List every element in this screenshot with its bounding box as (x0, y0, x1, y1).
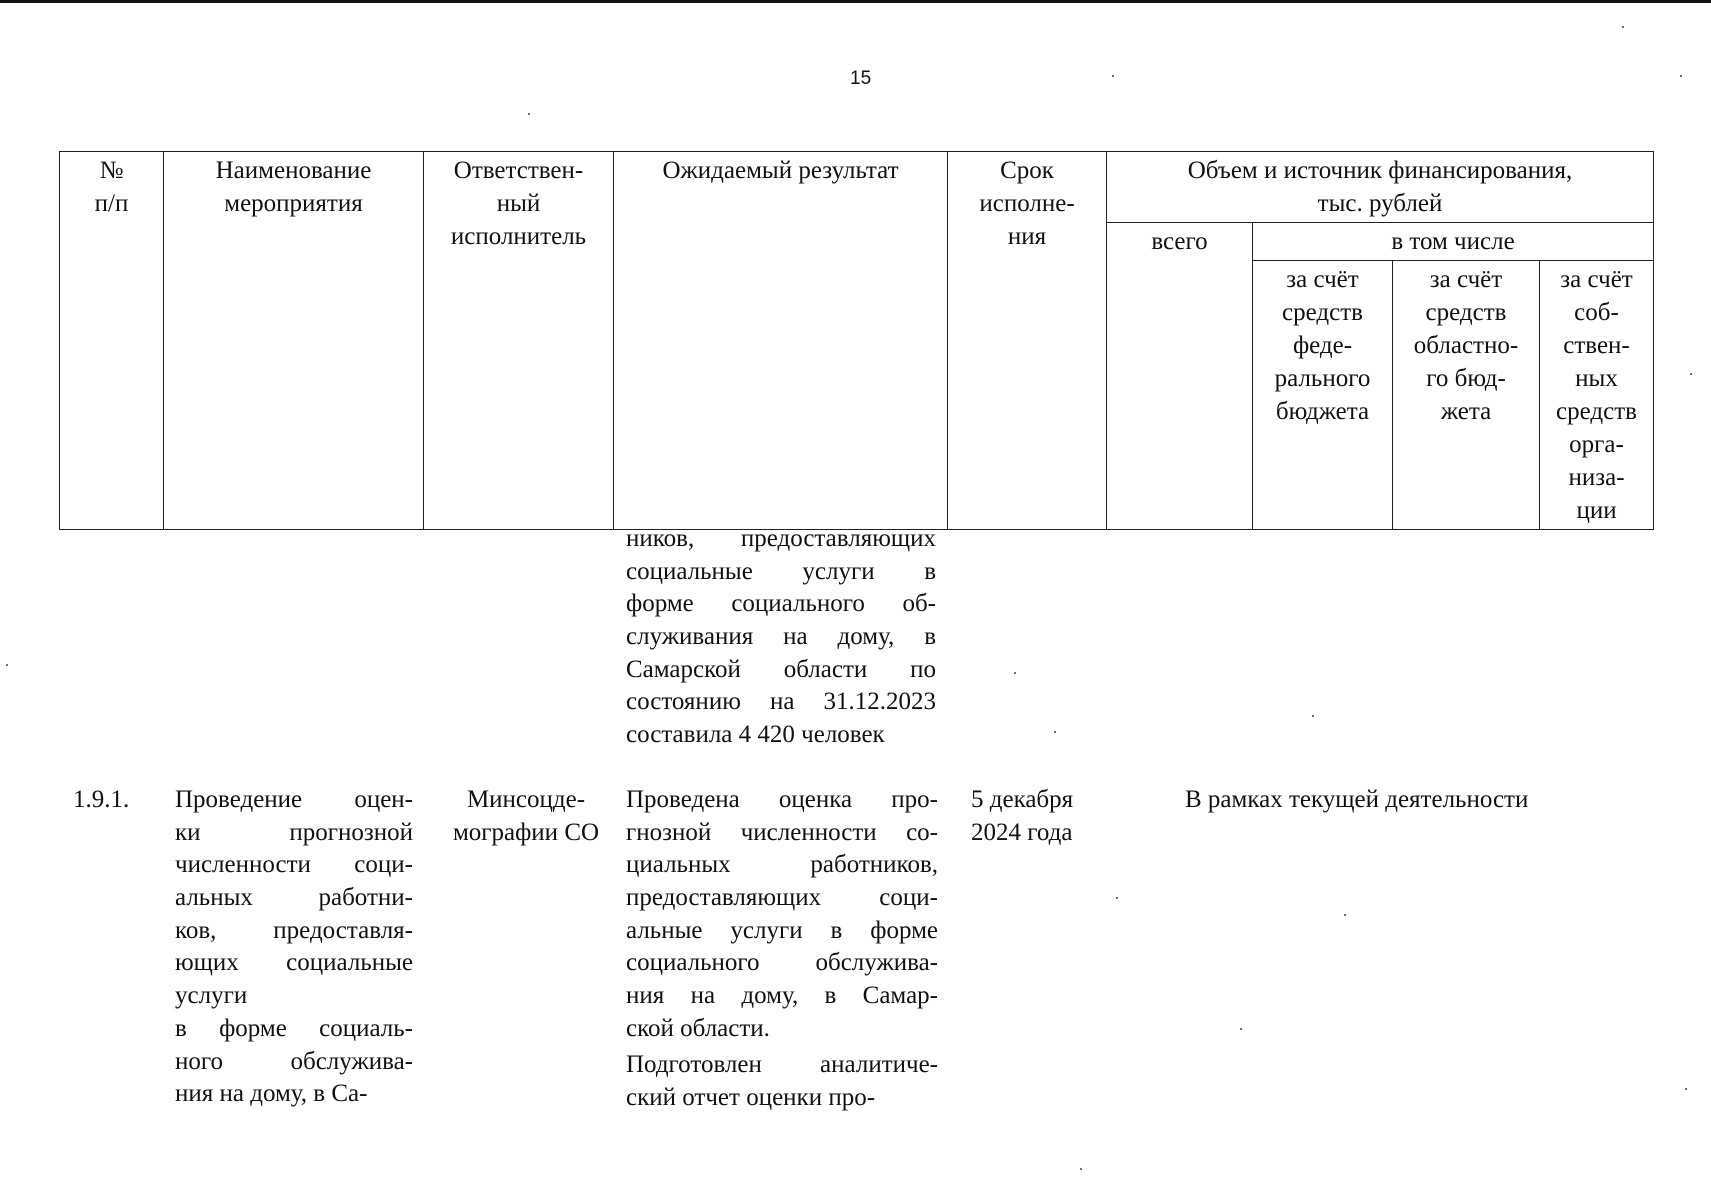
header-col-responsible: Ответствен- ный исполнитель (424, 152, 614, 530)
scan-speck (1014, 672, 1016, 674)
scan-speck (1112, 75, 1114, 77)
scan-speck (1680, 75, 1682, 77)
page-top-edge (0, 0, 1711, 3)
header-col-term: Срок исполне- ния (948, 152, 1107, 530)
scan-speck (1690, 373, 1692, 375)
page-number: 15 (850, 68, 872, 89)
scan-speck (1240, 1028, 1242, 1030)
header-col-own: за счёт соб- ствен- ных средств орга- низа- ции (1540, 261, 1654, 530)
scan-speck (6, 664, 8, 666)
header-col-financing: Объем и источник финансирования, тыс. рублей (1107, 152, 1654, 223)
header-col-name: Наименование мероприятия (164, 152, 424, 530)
scan-speck (528, 113, 530, 115)
header-col-total: всего (1107, 223, 1253, 530)
row-expected-result-2: Подготовлен аналитиче- ский отчет оценки про- (626, 1051, 938, 1111)
scan-speck (1116, 897, 1118, 899)
header-col-number: № п/п (60, 152, 164, 530)
scan-speck (1685, 1088, 1687, 1090)
scan-speck (1344, 914, 1346, 916)
row-expected-result: Проведена оценка про- гнозной численности со- циальных работников, предоставляющих соци- альные услуги в форме социального обслужива- ния на дому, в Самар- ской области. (626, 786, 938, 1042)
scan-speck (1080, 1168, 1082, 1170)
header-col-including: в том числе (1253, 223, 1654, 261)
row-deadline: 5 декабря 2024 года (971, 786, 1074, 846)
row-number: 1.9.1. (73, 786, 130, 813)
table-header (59, 151, 1654, 530)
row-activity-name: Проведение оцен- ки прогнозной численности соци- альных работни- ков, предоставля- ющих социальные услуги в форме социаль- ного обслужива- ния на дому, в Са- (175, 786, 413, 1108)
scan-speck (1054, 731, 1056, 733)
row-financing: В рамках текущей деятельности (1185, 786, 1529, 813)
scan-speck (1312, 715, 1314, 717)
header-col-regional: за счёт средств областно- го бюд- жета (1393, 261, 1540, 530)
header-col-federal: за счёт средств феде- рального бюджета (1253, 261, 1393, 530)
continuation-result-text: ников, предоставляющих социальные услуги в форме социального об- служивания на дому, в Самарской области по состоянию на 31.12.2023 составила 4 420 человек (626, 525, 936, 749)
header-col-result: Ожидаемый результат (614, 152, 948, 530)
row-responsible: Минсоцде- мографии СО (452, 786, 600, 846)
scan-speck (1622, 26, 1624, 28)
